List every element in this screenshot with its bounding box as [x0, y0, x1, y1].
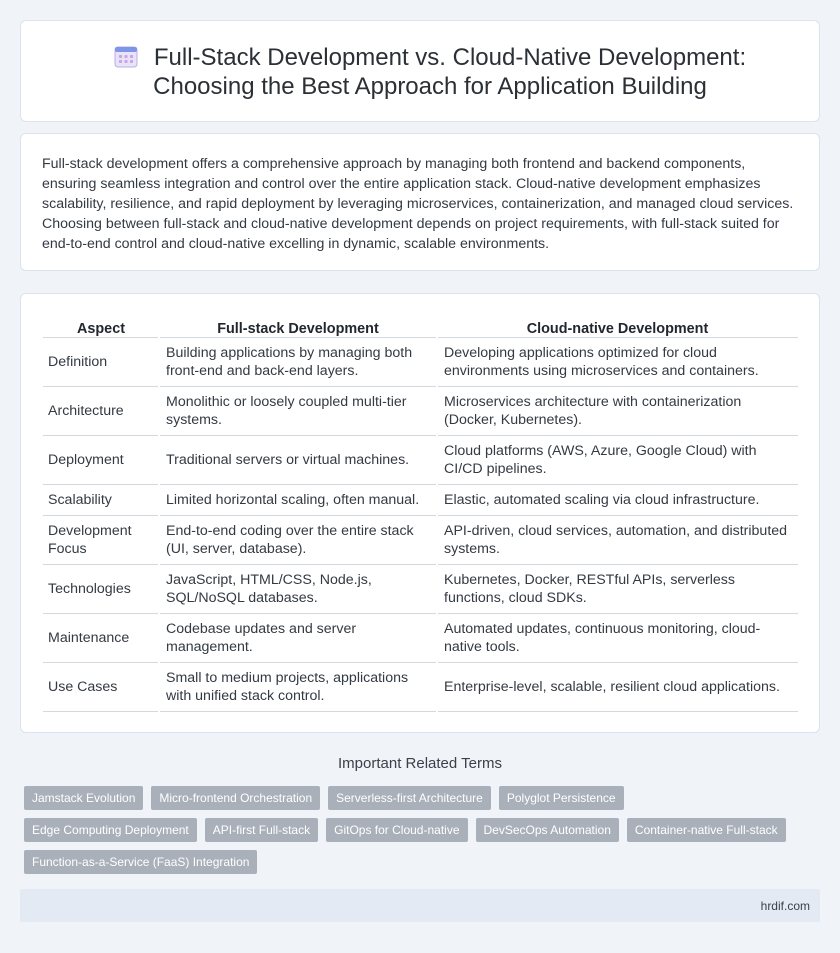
cell-full-stack: Building applications by managing both front-end and back-end layers.: [159, 337, 437, 386]
cell-aspect: Development Focus: [43, 515, 159, 564]
table-row: [43, 564, 798, 613]
table-row: [43, 484, 798, 515]
related-terms-list: [24, 786, 804, 874]
cell-aspect: Definition: [43, 337, 159, 386]
footer-site-link[interactable]: hrdif.com: [760, 899, 810, 913]
related-term-tag[interactable]: API-first Full-stack: [205, 818, 318, 842]
related-term-tag[interactable]: Function-as-a-Service (FaaS) Integration: [24, 850, 257, 874]
table-row: [43, 662, 798, 711]
table-header-row: [43, 316, 798, 337]
table-row: [43, 386, 798, 435]
cell-full-stack: Monolithic or loosely coupled multi-tier systems.: [159, 386, 437, 435]
cell-full-stack: Small to medium projects, applications with unified stack control.: [159, 662, 437, 711]
related-term-tag[interactable]: Container-native Full-stack: [627, 818, 786, 842]
cell-cloud-native: Enterprise-level, scalable, resilient cloud applications.: [437, 662, 798, 711]
related-terms-title: Important Related Terms: [338, 755, 502, 772]
header-cloud-native: Cloud-native Development: [437, 316, 798, 337]
intro-paragraph: Full-stack development offers a comprehensive approach by managing both frontend and backend components, ensuring seamless integration and control over the entire application stack. Cloud-native development emphasizes scalability, resilience, and rapid deployment by leveraging microservices, containerization, and managed cloud services. Choosing between full-stack and cloud-native development depends on project requirements, with full-stack suited for end-to-end control and cloud-native excelling in dynamic, scalable environments.: [42, 156, 794, 252]
cell-cloud-native: Microservices architecture with containerization (Docker, Kubernetes).: [437, 386, 798, 435]
cell-aspect: Technologies: [43, 564, 159, 613]
related-term-tag[interactable]: Jamstack Evolution: [24, 786, 143, 810]
calendar-icon: [114, 44, 138, 68]
cell-cloud-native: Cloud platforms (AWS, Azure, Google Cloud) with CI/CD pipelines.: [437, 435, 798, 484]
table-row: [43, 515, 798, 564]
cell-cloud-native: API-driven, cloud services, automation, and distributed systems.: [437, 515, 798, 564]
related-term-tag[interactable]: Polyglot Persistence: [499, 786, 624, 810]
cell-aspect: Scalability: [43, 484, 159, 515]
cell-aspect: Architecture: [43, 386, 159, 435]
table-row: [43, 435, 798, 484]
cell-cloud-native: Kubernetes, Docker, RESTful APIs, serverless functions, cloud SDKs.: [437, 564, 798, 613]
header-full-stack: Full-stack Development: [159, 316, 437, 337]
cell-cloud-native: Elastic, automated scaling via cloud infrastructure.: [437, 484, 798, 515]
related-term-tag[interactable]: Serverless-first Architecture: [328, 786, 491, 810]
cell-aspect: Maintenance: [43, 613, 159, 662]
related-term-tag[interactable]: Edge Computing Deployment: [24, 818, 197, 842]
header-card: [20, 20, 820, 122]
cell-full-stack: Traditional servers or virtual machines.: [159, 435, 437, 484]
table-row: [43, 613, 798, 662]
related-term-tag[interactable]: DevSecOps Automation: [476, 818, 619, 842]
comparison-table-card: [20, 293, 820, 733]
related-term-tag[interactable]: Micro-frontend Orchestration: [151, 786, 320, 810]
page-title-text: Full-Stack Development vs. Cloud-Native Development: Choosing the Best Approach for Application Building: [153, 44, 747, 100]
comparison-table: [43, 316, 798, 712]
page-title: [61, 43, 799, 101]
header-aspect: Aspect: [43, 316, 159, 337]
related-term-tag[interactable]: GitOps for Cloud-native: [326, 818, 467, 842]
cell-full-stack: Codebase updates and server management.: [159, 613, 437, 662]
cell-full-stack: JavaScript, HTML/CSS, Node.js, SQL/NoSQL databases.: [159, 564, 437, 613]
cell-full-stack: Limited horizontal scaling, often manual.: [159, 484, 437, 515]
table-row: [43, 337, 798, 386]
footer-bar: [20, 889, 820, 922]
cell-aspect: Use Cases: [43, 662, 159, 711]
cell-full-stack: End-to-end coding over the entire stack (UI, server, database).: [159, 515, 437, 564]
cell-aspect: Deployment: [43, 435, 159, 484]
intro-card: [20, 133, 820, 271]
cell-cloud-native: Automated updates, continuous monitoring, cloud-native tools.: [437, 613, 798, 662]
cell-cloud-native: Developing applications optimized for cloud environments using microservices and containers.: [437, 337, 798, 386]
